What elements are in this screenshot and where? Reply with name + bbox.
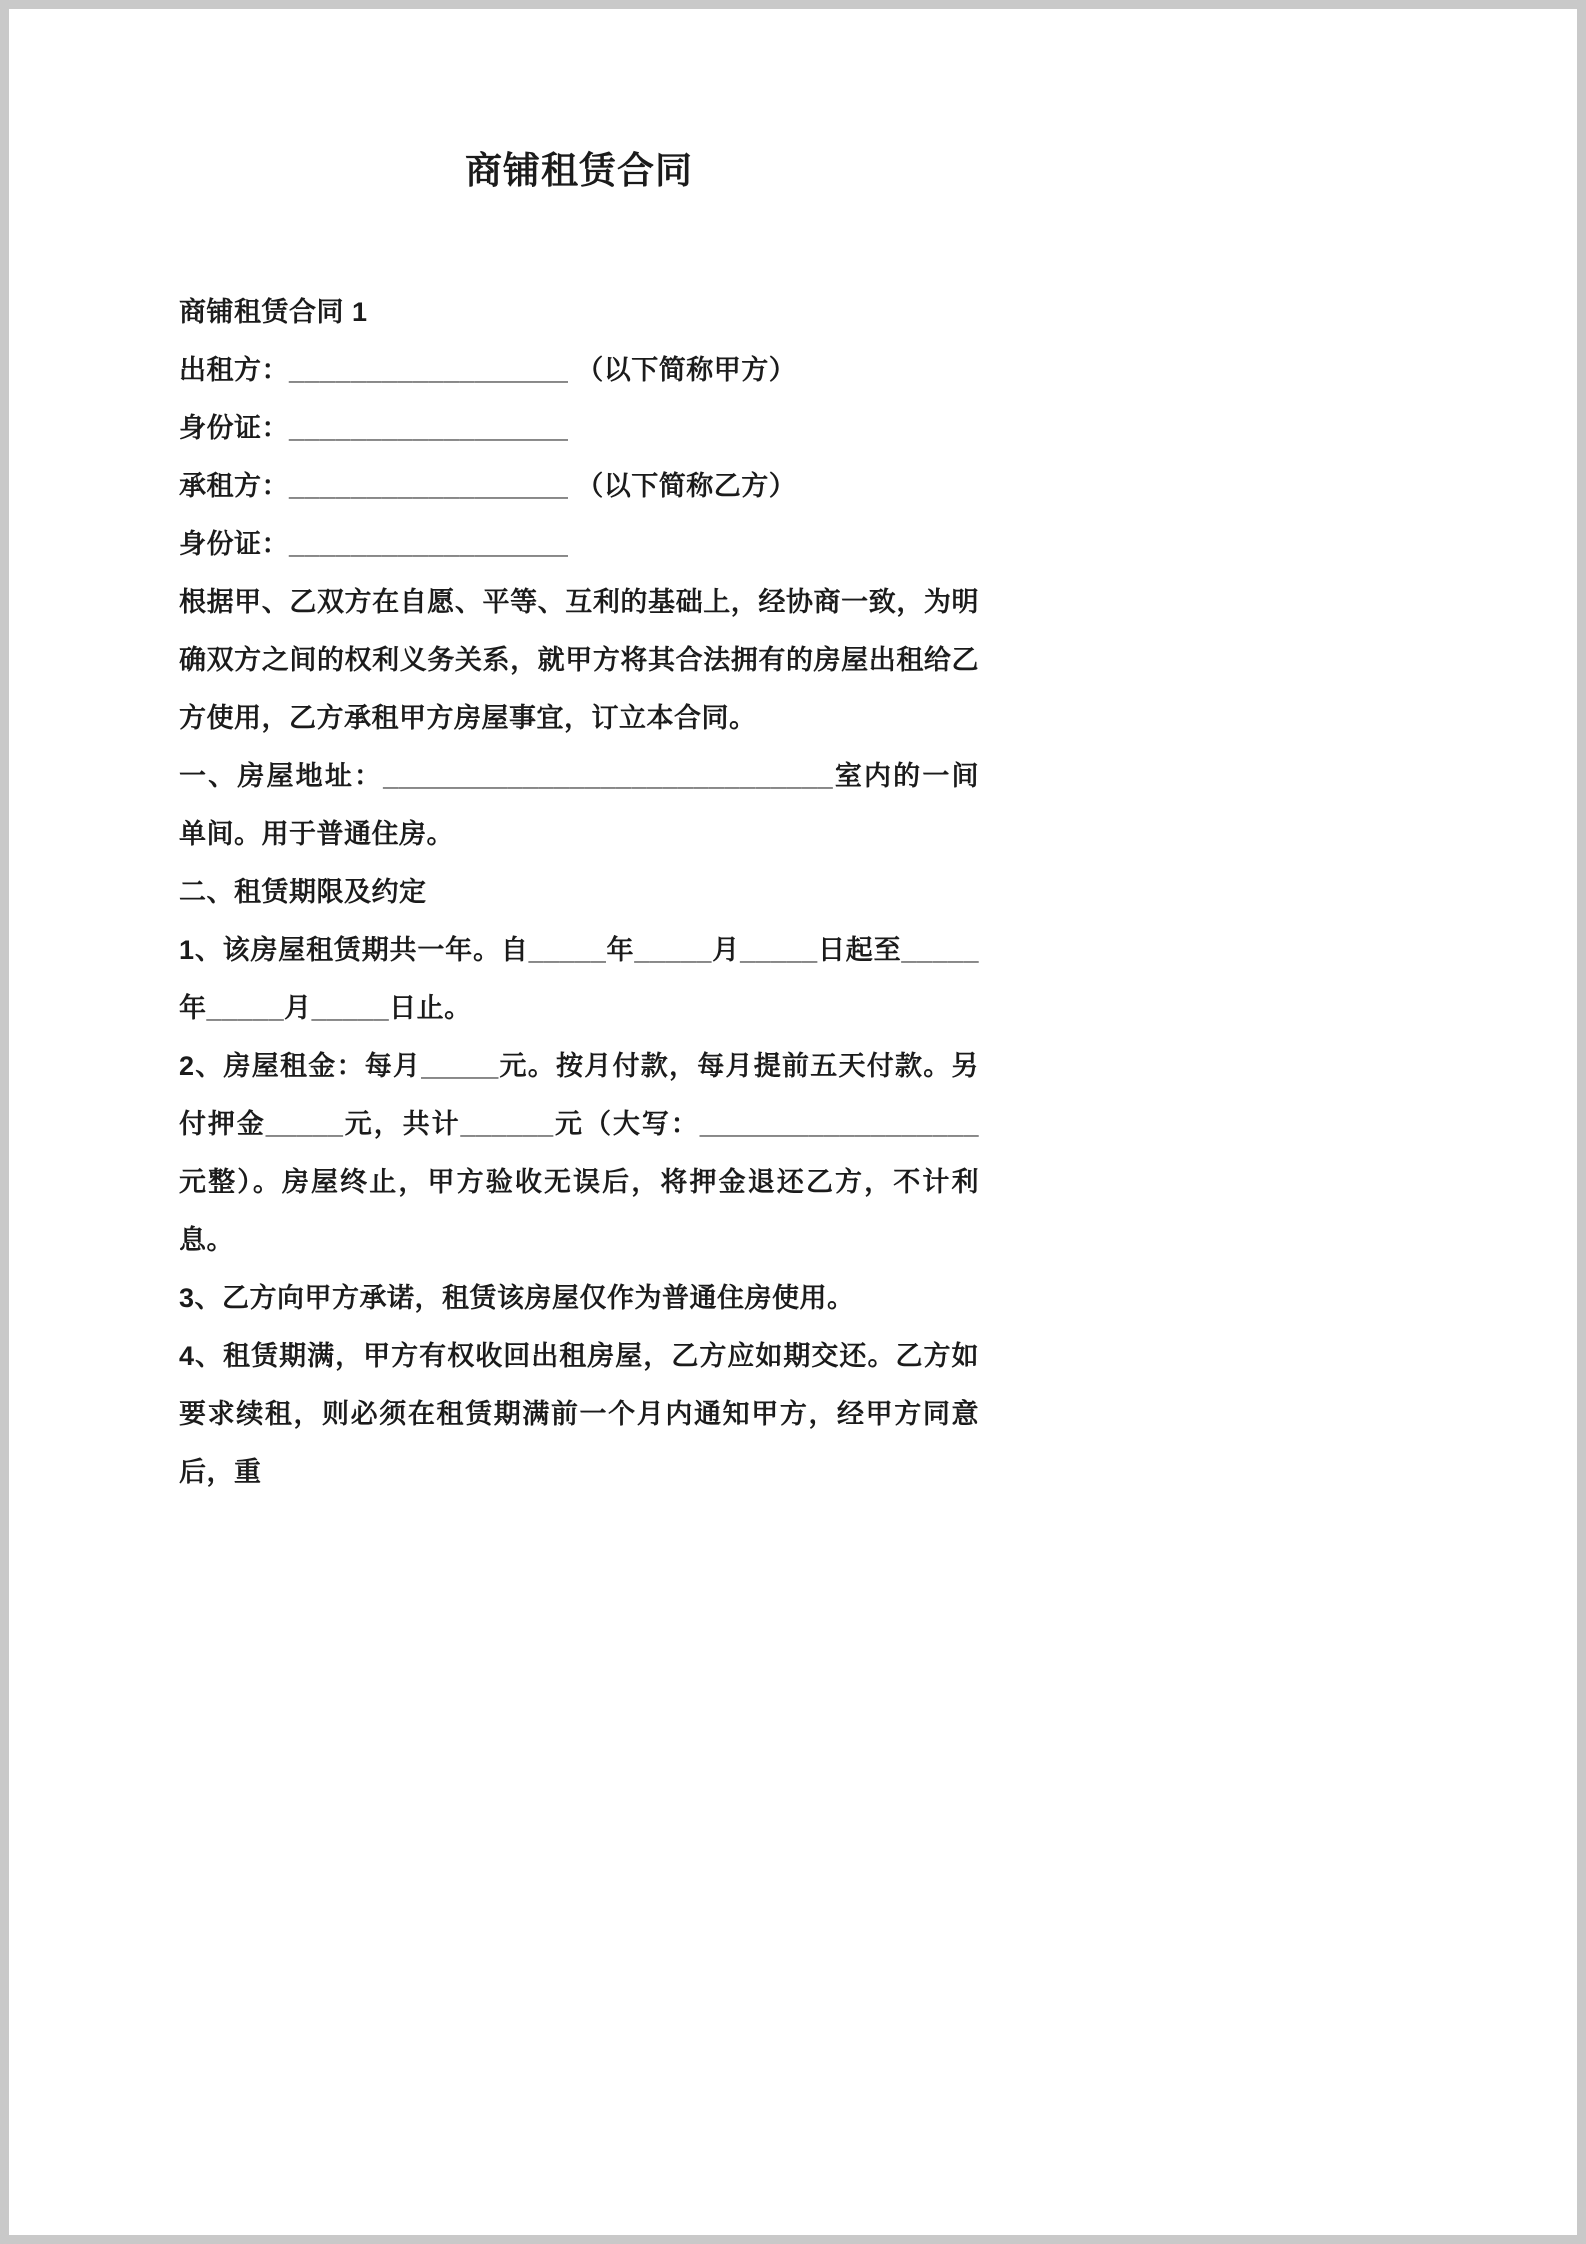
contract-clause-3: 3、乙方向甲方承诺，租赁该房屋仅作为普通住房使用。 xyxy=(179,1283,855,1314)
contract-paragraph-lessor-id: 身份证：__________________ xyxy=(179,413,569,444)
contract-clause-1: 1、该房屋租赁期共一年。自_____年_____月_____日起至_____年_____月_____日止。 xyxy=(179,935,979,1024)
contract-section-heading-term: 二、租赁期限及约定 xyxy=(179,877,427,908)
contract-paragraph-lessor: 出租方：__________________ （以下简称甲方） xyxy=(179,355,797,386)
contract-paragraph-preamble: 根据甲、乙双方在自愿、平等、互利的基础上，经协商一致，为明确双方之间的权利义务关系，就甲方将其合法拥有的房屋出租给乙方使用，乙方承租甲方房屋事宜，订立本合同。 xyxy=(179,587,979,734)
document-content xyxy=(179,147,979,1501)
document-title: 商铺租赁合同 xyxy=(465,150,693,191)
contract-heading-line: 商铺租赁合同 1 xyxy=(179,297,368,328)
contract-paragraph-address: 一、房屋地址：_____________________________室内的一间单间。用于普通住房。 xyxy=(179,761,979,850)
document-body xyxy=(179,283,979,1501)
contract-paragraph-lessee: 承租方：__________________ （以下简称乙方） xyxy=(179,471,797,502)
contract-paragraph-lessee-id: 身份证：__________________ xyxy=(179,529,569,560)
contract-clause-4: 4、租赁期满，甲方有权收回出租房屋，乙方应如期交还。乙方如要求续租，则必须在租赁期满前一个月内通知甲方，经甲方同意后，重 xyxy=(179,1341,979,1488)
contract-clause-2: 2、房屋租金：每月_____元。按月付款，每月提前五天付款。另付押金_____元，共计______元（大写：__________________元整）。房屋终止，甲方验收无误后，将押金退还乙方，不计利息。 xyxy=(179,1051,979,1256)
